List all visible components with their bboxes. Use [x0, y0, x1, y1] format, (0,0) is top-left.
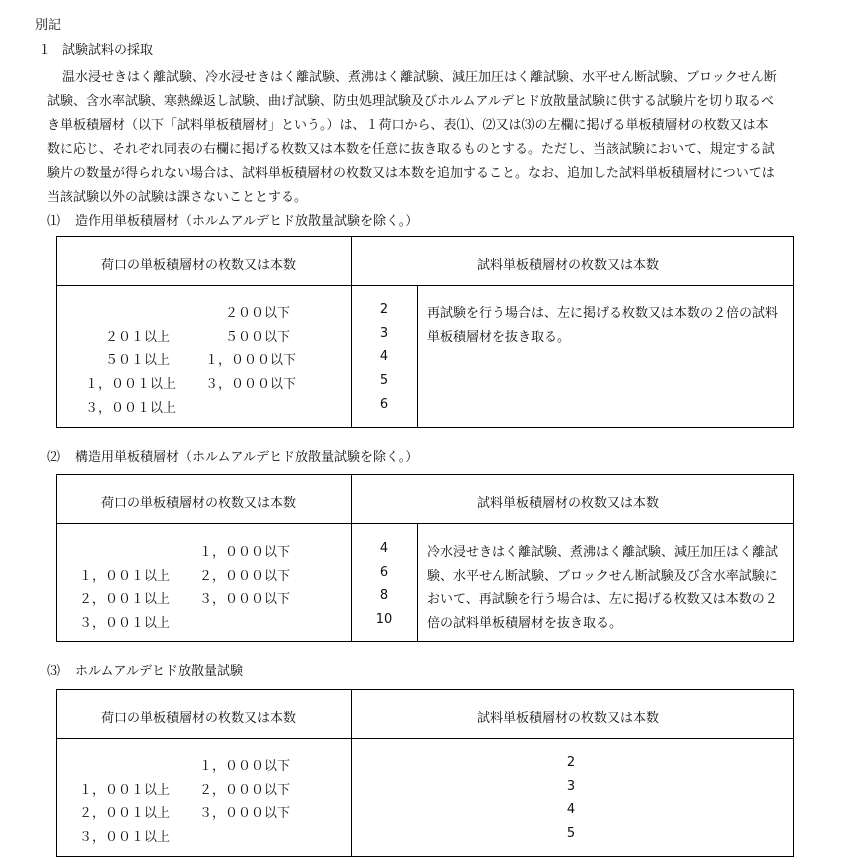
- paragraph-line: 温水浸せきはく離試験、冷水浸せきはく離試験、煮沸はく離試験、減圧加圧はく離試験、水平せん断試験、ブロックせん断: [62, 70, 777, 85]
- table-cell-from: ２０１以上: [105, 330, 171, 345]
- table-cell-from: １，００１以上: [79, 569, 171, 584]
- table-1-note-line: 単板積層材を抜き取る。: [427, 330, 571, 345]
- table-2-header-right: 試料単板積層材の枚数又は本数: [477, 496, 660, 511]
- table-1-caption: 造作用単板積層材（ホルムアルデヒド放散量試験を除く。）: [75, 214, 419, 229]
- table-cell-count: 4: [566, 802, 576, 817]
- table-3-caption: ホルムアルデヒド放散量試験: [75, 664, 243, 679]
- table-cell-from: １，００１以上: [85, 377, 177, 392]
- table-cell-from: ３，００１以上: [85, 401, 177, 416]
- table-2: [56, 474, 794, 642]
- table-2-caption: 構造用単板積層材（ホルムアルデヒド放散量試験を除く。）: [75, 450, 419, 465]
- table-cell-count: 10: [375, 612, 393, 627]
- table-cell-from: １，００１以上: [79, 783, 171, 798]
- table-2-note-line: 冷水浸せきはく離試験、煮沸はく離試験、減圧加圧はく離試: [427, 545, 779, 560]
- section-heading: 試験試料の採取: [62, 43, 154, 58]
- table-1-header-right: 試料単板積層材の枚数又は本数: [477, 258, 660, 273]
- table-cell-count: 3: [379, 326, 389, 341]
- table-2-header-left: 荷口の単板積層材の枚数又は本数: [101, 496, 297, 511]
- table-cell-to: １，０００以下: [199, 545, 291, 560]
- table-1-note-line: 再試験を行う場合は、左に掲げる枚数又は本数の２倍の試料: [427, 306, 779, 321]
- table-1-caption-number: ⑴: [47, 214, 61, 229]
- table-cell-count: 5: [379, 373, 389, 388]
- table-cell-count: 6: [379, 565, 389, 580]
- table-cell-count: 2: [379, 302, 389, 317]
- paragraph-line: 当該試験以外の試験は課さないこととする。: [47, 190, 308, 205]
- table-cell-count: 2: [566, 755, 576, 770]
- table-cell-to: ２００以下: [225, 306, 291, 321]
- paragraph-line: 験片の数量が得られない場合は、試料単板積層材の枚数又は本数を追加すること。なお、追加した試料単板積層材については: [47, 166, 775, 181]
- table-divider: [417, 523, 418, 641]
- table-2-caption-number: ⑵: [47, 450, 61, 465]
- table-cell-to: ５００以下: [225, 330, 291, 345]
- table-cell-count: 4: [379, 541, 389, 556]
- table-1-header-left: 荷口の単板積層材の枚数又は本数: [101, 258, 297, 273]
- table-cell-to: ３，０００以下: [199, 592, 291, 607]
- table-2-note-line: おいて、再試験を行う場合は、左に掲げる枚数又は本数の２: [427, 592, 778, 607]
- table-divider: [57, 285, 793, 286]
- paragraph-line: 試験、含水率試験、寒熱繰返し試験、曲げ試験、防虫処理試験及びホルムアルデヒド放散量試験に供する試験片を切り取るべ: [47, 94, 774, 109]
- table-3-header-left: 荷口の単板積層材の枚数又は本数: [101, 711, 297, 726]
- table-cell-from: ３，００１以上: [79, 616, 171, 631]
- doc-title: 別記: [35, 18, 62, 33]
- table-cell-count: 8: [379, 588, 389, 603]
- table-cell-to: ２，０００以下: [199, 783, 291, 798]
- table-cell-to: １，０００以下: [199, 759, 291, 774]
- table-cell-from: ５０１以上: [105, 353, 171, 368]
- table-divider: [351, 475, 352, 641]
- table-divider: [351, 237, 352, 427]
- table-1: [56, 236, 794, 428]
- table-divider: [57, 738, 793, 739]
- table-cell-to: ３，０００以下: [199, 806, 291, 821]
- table-cell-count: 3: [566, 779, 576, 794]
- table-divider: [57, 523, 793, 524]
- paragraph-line: き単板積層材（以下「試料単板積層材」という。）は、１荷口から、表⑴、⑵又は⑶の左欄に掲げる単板積層材の枚数又は本: [47, 118, 769, 133]
- table-cell-from: ３，００１以上: [79, 830, 171, 845]
- table-3-header-right: 試料単板積層材の枚数又は本数: [477, 711, 660, 726]
- section-number: １: [38, 43, 52, 58]
- table-3-caption-number: ⑶: [47, 664, 61, 679]
- table-divider: [417, 285, 418, 427]
- table-cell-from: ２，００１以上: [79, 592, 171, 607]
- table-cell-count: 6: [379, 397, 389, 412]
- paragraph-line: 数に応じ、それぞれ同表の右欄に掲げる枚数又は本数を任意に抜き取るものとする。ただし、当該試験において、規定する試: [47, 142, 775, 157]
- table-divider: [351, 690, 352, 856]
- table-cell-to: １，０００以下: [205, 353, 297, 368]
- table-cell-to: ３，０００以下: [205, 377, 297, 392]
- table-cell-to: ２，０００以下: [199, 569, 291, 584]
- table-2-note-line: 倍の試料単板積層材を抜き取る。: [427, 616, 623, 631]
- table-cell-count: 4: [379, 349, 389, 364]
- table-cell-from: ２，００１以上: [79, 806, 171, 821]
- table-2-note-line: 験、水平せん断試験、ブロックせん断試験及び含水率試験に: [427, 569, 778, 584]
- table-cell-count: 5: [566, 826, 576, 841]
- table-3: [56, 689, 794, 857]
